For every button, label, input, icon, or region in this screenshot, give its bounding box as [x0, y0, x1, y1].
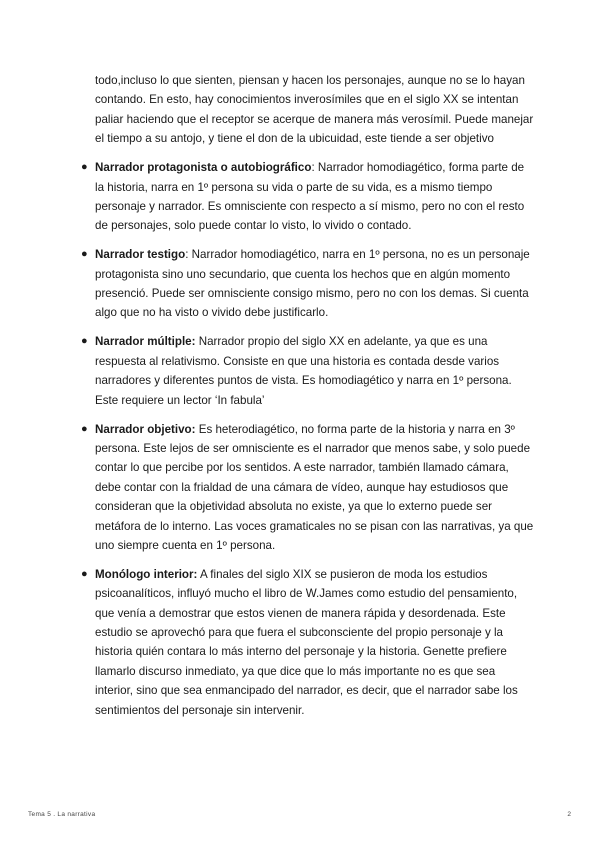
bullet-icon: ● — [81, 567, 88, 580]
item-text: : Narrador homodiagético, narra en 1º persona, no es un personaje protagonista sino uno secundario, que cuenta los hechos que en algún momento presenció. Puede ser omnisciente consigo mismo, pero no con los demas. Si cuenta algo que no ha visto o vivido debe justificarlo. — [95, 248, 530, 320]
list-item — [81, 158, 535, 236]
bullet-icon: ● — [81, 422, 88, 435]
item-term: Narrador múltiple: — [95, 335, 196, 349]
bullet-icon: ● — [81, 335, 88, 348]
list-item — [81, 565, 535, 720]
footer-title: Tema 5 . La narrativa — [28, 811, 96, 818]
list-item — [81, 332, 535, 410]
list-item — [81, 420, 535, 556]
item-term: Narrador protagonista o autobiográfico — [95, 161, 312, 175]
item-text: A finales del siglo XIX se pusieron de moda los estudios psicoanalíticos, influyó mucho el libro de W.James como estudio del pensamiento, que venía a demostrar que estos vienen de manera rápida y desordenada. Este estudio se aprovechó para que fuera el subconsciente del propio personaje y la historia quién contara lo más interno del personaje y la historia. Genette prefiere llamarlo discurso inmediato, ya que dice que lo más importante no es que sea interior, sino que sea enmancipado del narrador, es decir, que el narrador sabe los sentimientos del personaje sin intervenir. — [95, 567, 518, 717]
item-term: Narrador testigo — [95, 248, 186, 262]
narrator-type-list — [81, 158, 535, 720]
bullet-icon: ● — [81, 161, 88, 174]
intro-paragraph: todo,incluso lo que sienten, piensan y hacen los personajes, aunque no se lo hayan contando. En esto, hay conocimientos inverosímiles que en el siglo XX se intentan paliar haciendo que el receptor se acerque de manera más verosímil. Puede manejar el tiempo a su antojo, y tiene el don de la ubicuidad, este tiende a ser objetivo — [95, 74, 534, 146]
item-term: Narrador objetivo: — [95, 422, 196, 436]
item-term: Monólogo interior: — [95, 567, 198, 581]
bullet-icon: ● — [81, 248, 88, 261]
item-text: Narrador propio del siglo XX en adelante, ya que es una respuesta al relativismo. Consiste en que una historia es contada desde varios narradores y diferentes puntos de vista. Es homodiagético y narra en 1º persona. Este requiere un lector ‘In fabula’ — [95, 335, 512, 407]
document-body — [81, 71, 535, 720]
list-item — [81, 245, 535, 323]
item-text: Es heterodiagético, no forma parte de la historia y narra en 3º persona. Este lejos de ser omnisciente es el narrador que menos sabe, y solo puede contar lo que percibe por los sentidos. A este narrador, también llamado cámara, debe contar con la frialdad de una cámara de vídeo, aunque hay estudiosos que consideran que la objetividad absoluta no existe, ya que lo externo puede ser metáfora de lo interno. Las voces gramaticales no se pisan con las narrativas, ya que uno siempre cuenta en 1º persona. — [95, 422, 534, 552]
page-number: 2 — [567, 811, 571, 818]
item-text: : Narrador homodiagético, forma parte de la historia, narra en 1º persona su vida o parte de su vida, es a mismo tiempo personaje y narrador. Es omnisciente con respecto a sí mismo, pero no con el resto de personajes, solo puede contar lo visto, lo vivido o contado. — [95, 161, 525, 233]
